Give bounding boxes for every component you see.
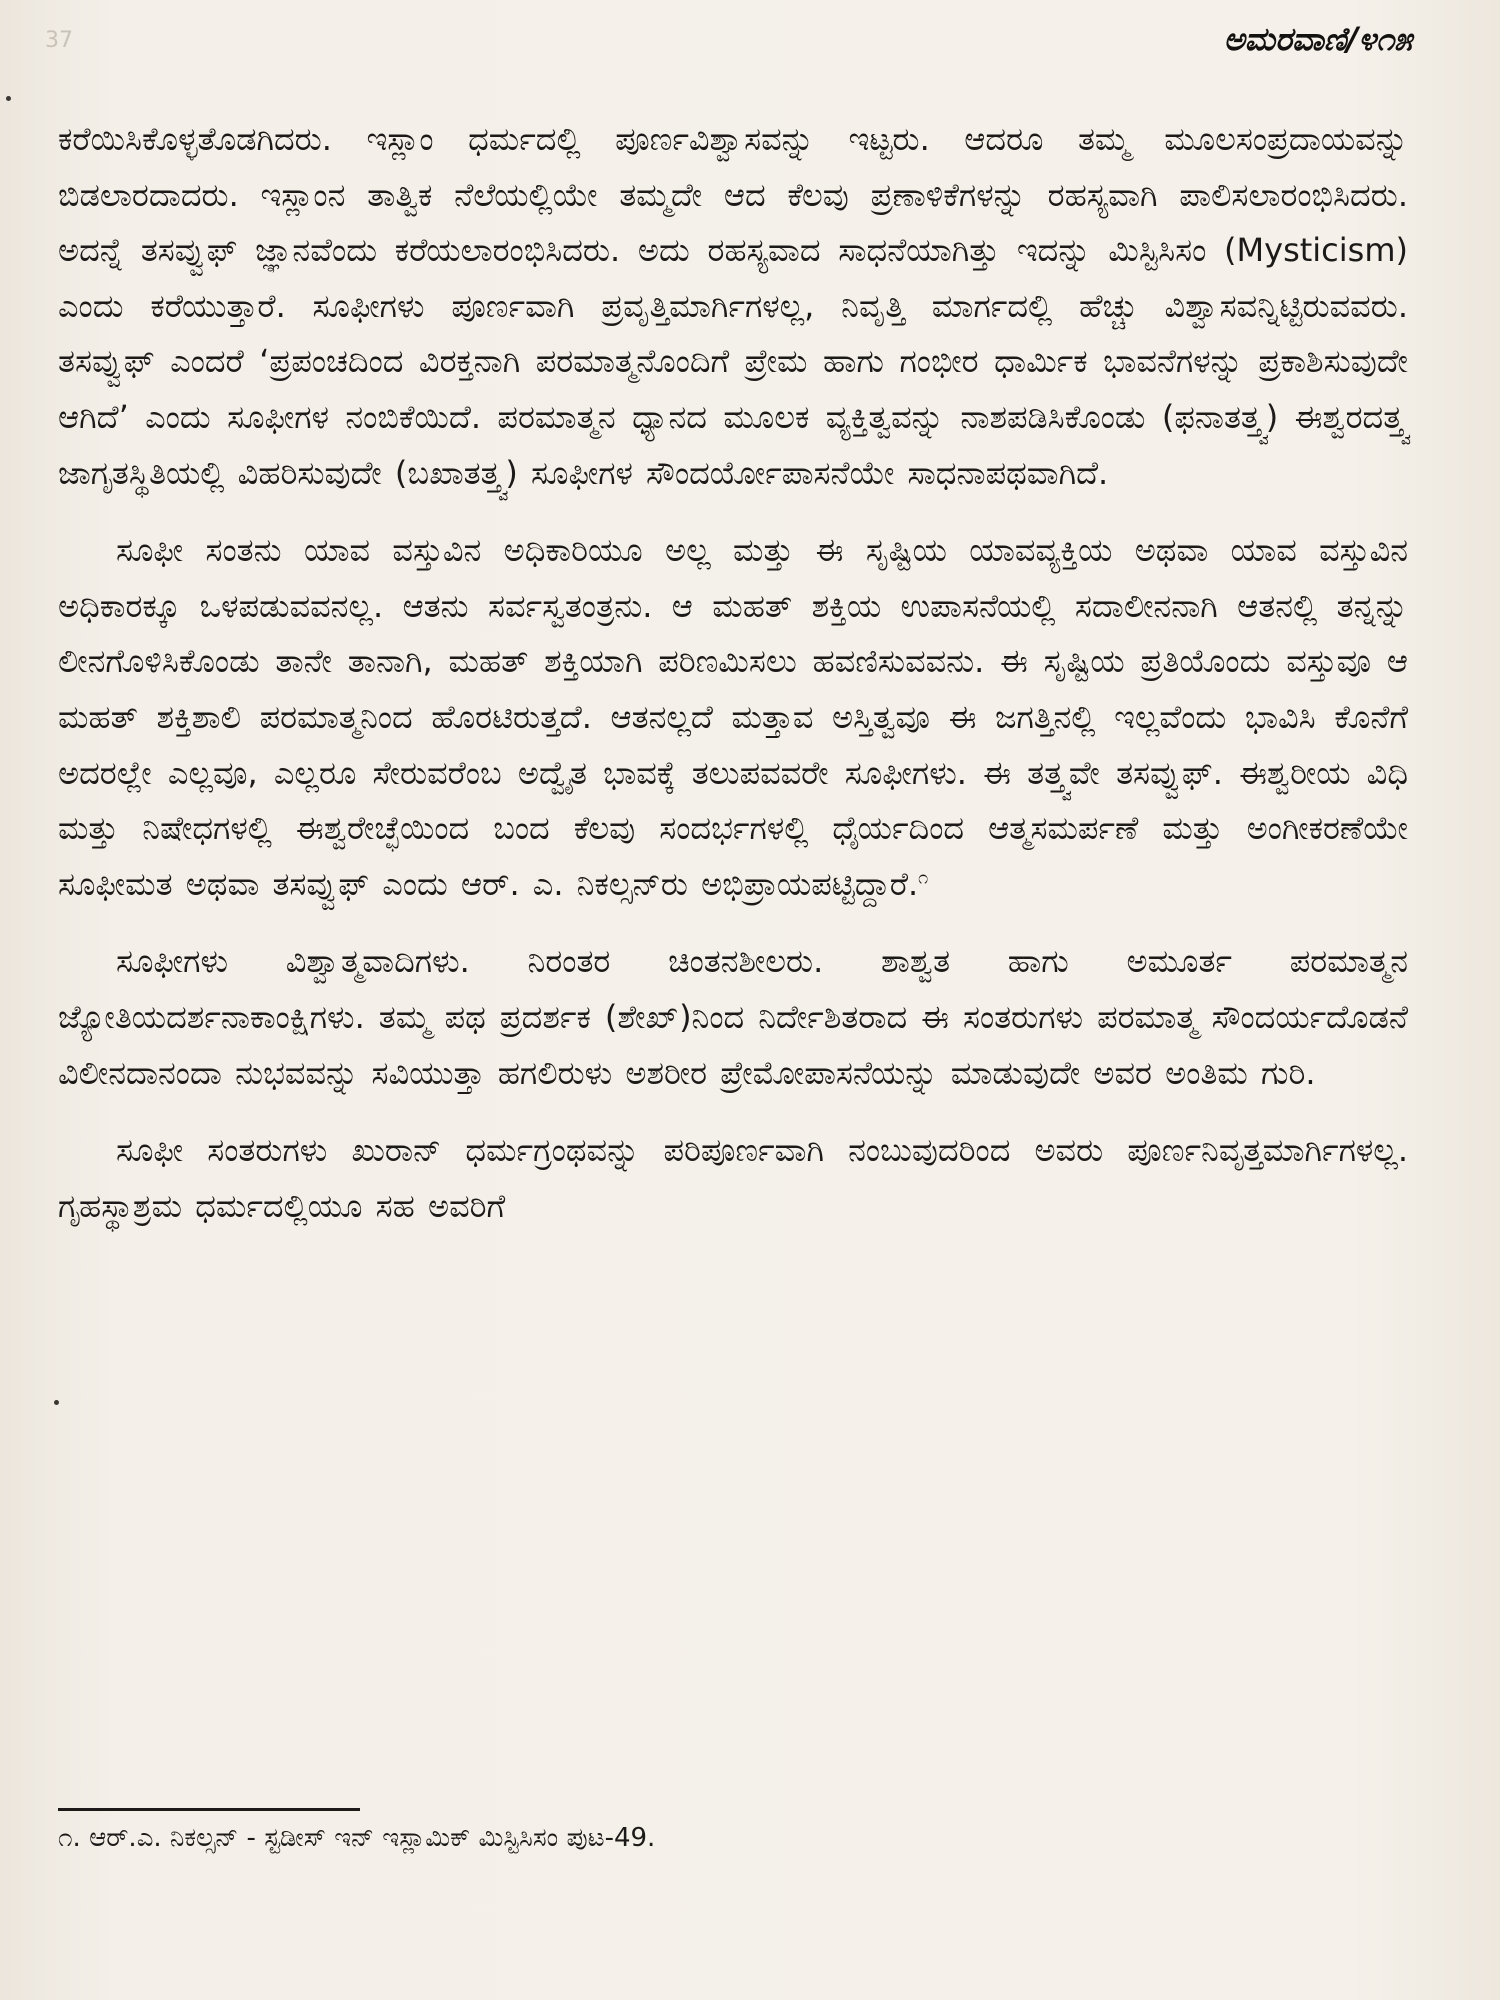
- running-head: ಅಮರವಾಣಿ/೪೧೫: [1223, 20, 1412, 58]
- footnote: ೧. ಆರ್.ಎ. ನಿಕಲ್ಸನ್ - ಸ್ಟಡೀಸ್ ಇನ್ ಇಸ್ಲಾಮಿಕ್ ಮಿಸ್ಟಿಸಿಸಂ ಪುಟ-49.: [58, 1823, 656, 1853]
- margin-speck: [54, 1400, 59, 1405]
- paragraph-4: ಸೂಫೀ ಸಂತರುಗಳು ಖುರಾನ್ ಧರ್ಮಗ್ರಂಥವನ್ನು ಪರಿಪೂರ್ಣವಾಗಿ ನಂಬುವುದರಿಂದ ಅವರು ಪೂರ್ಣನಿವೃತ್ತಮಾರ್ಗಿಗಳಲ್ಲ. ಗೃಹಸ್ಥಾಶ್ರಮ ಧರ್ಮದಲ್ಲಿಯೂ ಸಹ ಅವರಿಗೆ: [58, 1131, 1408, 1225]
- paragraph-3: ಸೂಫೀಗಳು ವಿಶ್ವಾತ್ಮವಾದಿಗಳು. ನಿರಂತರ ಚಿಂತನಶೀಲರು. ಶಾಶ್ವತ ಹಾಗು ಅಮೂರ್ತ ಪರಮಾತ್ಮನ ಜ್ಯೋತಿಯದರ್ಶನಾಕಾಂಕ್ಷಿಗಳು. ತಮ್ಮ ಪಥ ಪ್ರದರ್ಶಕ (ಶೇಖ್)ನಿಂದ ನಿರ್ದೇಶಿತರಾದ ಈ ಸಂತರುಗಳು ಪರಮಾತ್ಮ ಸೌಂದರ್ಯದೊಡನೆ ವಿಲೀನದಾನಂದಾ ನುಭವವನ್ನು ಸವಿಯುತ್ತಾ ಹಗಲಿರುಳು ಅಶರೀರ ಪ್ರೇಮೋಪಾಸನೆಯನ್ನು ಮಾಡುವುದೇ ಅವರ ಅಂತಿಮ ಗುರಿ.: [58, 942, 1408, 1092]
- footnote-divider: [58, 1808, 360, 1811]
- paragraph-1: ಕರೆಯಿಸಿಕೊಳ್ಳತೊಡಗಿದರು. ಇಸ್ಲಾಂ ಧರ್ಮದಲ್ಲಿ ಪೂರ್ಣವಿಶ್ವಾಸವನ್ನು ಇಟ್ಟರು. ಆದರೂ ತಮ್ಮ ಮೂಲಸಂಪ್ರದಾಯವನ್ನು ಬಿಡಲಾರದಾದರು. ಇಸ್ಲಾಂನ ತಾತ್ವಿಕ ನೆಲೆಯಲ್ಲಿಯೇ ತಮ್ಮದೇ ಆದ ಕೆಲವು ಪ್ರಣಾಳಿಕೆಗಳನ್ನು ರಹಸ್ಯವಾಗಿ ಪಾಲಿಸಲಾರಂಭಿಸಿದರು. ಅದನ್ನೆ ತಸವ್ವುಫ್ ಜ್ಞಾನವೆಂದು ಕರೆಯಲಾರಂಭಿಸಿದರು. ಅದು ರಹಸ್ಯವಾದ ಸಾಧನೆಯಾಗಿತ್ತು ಇದನ್ನು ಮಿಸ್ಟಿಸಿಸಂ (Mysticism) ಎಂದು ಕರೆಯುತ್ತಾರೆ. ಸೂಫೀಗಳು ಪೂರ್ಣವಾಗಿ ಪ್ರವೃತ್ತಿಮಾರ್ಗಿಗಳಲ್ಲ, ನಿವೃತ್ತಿ ಮಾರ್ಗದಲ್ಲಿ ಹೆಚ್ಚು ವಿಶ್ವಾಸವನ್ನಿಟ್ಟಿರುವವರು. ತಸವ್ವುಫ್ ಎಂದರೆ ‘ಪ್ರಪಂಚದಿಂದ ವಿರಕ್ತನಾಗಿ ಪರಮಾತ್ಮನೊಂದಿಗೆ ಪ್ರೇಮ ಹಾಗು ಗಂಭೀರ ಧಾರ್ಮಿಕ ಭಾವನೆಗಳನ್ನು ಪ್ರಕಾಶಿಸುವುದೇ ಆಗಿದೆ’ ಎಂದು ಸೂಫೀಗಳ ನಂಬಿಕೆಯಿದೆ. ಪರಮಾತ್ಮನ ಧ್ಯಾನದ ಮೂಲಕ ವ್ಯಕ್ತಿತ್ವವನ್ನು ನಾಶಪಡಿಸಿಕೊಂಡು (ಫನಾತತ್ತ್ವ) ಈಶ್ವರದತ್ತ್ವ ಜಾಗೃತಸ್ಥಿತಿಯಲ್ಲಿ ವಿಹರಿಸುವುದೇ (ಬಖಾತತ್ತ್ವ) ಸೂಫೀಗಳ ಸೌಂದರ್ಯೋಪಾಸನೆಯೇ ಸಾಧನಾಪಥವಾಗಿದೆ.: [58, 120, 1409, 492]
- margin-speck: [6, 96, 11, 101]
- faded-page-number: 37: [45, 28, 73, 53]
- paragraph-2-text: ಸೂಫೀ ಸಂತನು ಯಾವ ವಸ್ತುವಿನ ಅಧಿಕಾರಿಯೂ ಅಲ್ಲ ಮತ್ತು ಈ ಸೃಷ್ಟಿಯ ಯಾವವ್ಯಕ್ತಿಯ ಅಥವಾ ಯಾವ ವಸ್ತುವಿನ ಅಧಿಕಾರಕ್ಕೂ ಒಳಪಡುವವನಲ್ಲ. ಆತನು ಸರ್ವಸ್ವತಂತ್ರನು. ಆ ಮಹತ್ ಶಕ್ತಿಯ ಉಪಾಸನೆಯಲ್ಲಿ ಸದಾಲೀನನಾಗಿ ಆತನಲ್ಲಿ ತನ್ನನ್ನು ಲೀನಗೊಳಿಸಿಕೊಂಡು ತಾನೇ ತಾನಾಗಿ, ಮಹತ್ ಶಕ್ತಿಯಾಗಿ ಪರಿಣಮಿಸಲು ಹವಣಿಸುವವನು. ಈ ಸೃಷ್ಟಿಯ ಪ್ರತಿಯೊಂದು ವಸ್ತುವೂ ಆ ಮಹತ್ ಶಕ್ತಿಶಾಲಿ ಪರಮಾತ್ಮನಿಂದ ಹೊರಟಿರುತ್ತದೆ. ಆತನಲ್ಲದೆ ಮತ್ತಾವ ಅಸ್ತಿತ್ವವೂ ಈ ಜಗತ್ತಿನಲ್ಲಿ ಇಲ್ಲವೆಂದು ಭಾವಿಸಿ ಕೊನೆಗೆ ಅದರಲ್ಲೇ ಎಲ್ಲವೂ, ಎಲ್ಲರೂ ಸೇರುವರೆಂಬ ಅದ್ವೈತ ಭಾವಕ್ಕೆ ತಲುಪವವರೇ ಸೂಫೀಗಳು. ಈ ತತ್ತ್ವವೇ ತಸವ್ವುಫ್. ಈಶ್ವರೀಯ ವಿಧಿ ಮತ್ತು ನಿಷೇಧಗಳಲ್ಲಿ ಈಶ್ವರೇಚ್ಛೆಯಿಂದ ಬಂದ ಕೆಲವು ಸಂದರ್ಭಗಳಲ್ಲಿ ಧೈರ್ಯದಿಂದ ಆತ್ಮಸಮರ್ಪಣೆ ಮತ್ತು ಅಂಗೀಕರಣೆಯೇ ಸೂಫೀಮತ ಅಥವಾ ತಸವ್ವುಫ್ ಎಂದು ಆರ್. ಎ. ನಿಕಲ್ಸನ್‌ರು ಅಭಿಪ್ರಾಯಪಟ್ಟಿದ್ದಾರೆ.: [58, 531, 1408, 903]
- body-text: [58, 112, 1408, 1256]
- footnote-reference: ೧: [918, 867, 929, 889]
- paragraph-2: [58, 523, 1408, 912]
